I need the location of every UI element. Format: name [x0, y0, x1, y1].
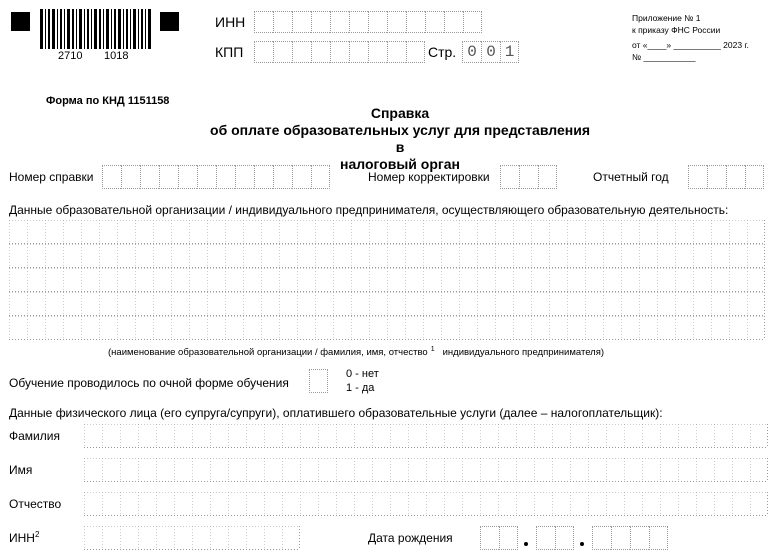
form-title-line: об оплате образовательных услуг для представления в	[210, 122, 590, 155]
appendix-block	[632, 12, 749, 63]
corner-marker-right	[160, 12, 179, 31]
name-label: Имя	[9, 463, 33, 477]
page-digit: 0	[462, 41, 481, 63]
birth-day-cells[interactable]	[480, 526, 518, 550]
header-kpp-cells[interactable]	[254, 41, 425, 63]
payer-inn-label	[9, 530, 39, 545]
fulltime-label: Обучение проводилось по очной форме обучения	[9, 376, 289, 390]
birth-date-separator	[580, 542, 584, 546]
surname-cells[interactable]	[84, 424, 768, 448]
appendix-line: к приказу ФНС России	[632, 25, 721, 35]
barcode-number-left: 2710	[58, 50, 83, 62]
header-kpp-label: КПП	[215, 44, 244, 60]
name-cells[interactable]	[84, 458, 768, 482]
barcode-number-right: 1018	[104, 50, 129, 62]
fulltime-cell[interactable]	[309, 369, 328, 393]
org-caption	[108, 346, 604, 358]
page-label: Стр.	[428, 44, 457, 60]
patronymic-cells[interactable]	[84, 492, 768, 516]
fulltime-option-yes: 1 - да	[346, 382, 375, 394]
fulltime-option-no: 0 - нет	[346, 368, 379, 380]
barcode	[40, 9, 152, 49]
surname-label: Фамилия	[9, 429, 60, 443]
birth-year-cells[interactable]	[592, 526, 668, 550]
form-title-line: налоговый орган	[340, 156, 460, 172]
correction-number-cells[interactable]	[500, 165, 557, 189]
correction-number-label: Номер корректировки	[368, 170, 490, 184]
header-inn-cells[interactable]	[254, 11, 482, 33]
header-inn-label: ИНН	[215, 14, 246, 30]
org-caption-end: индивидуального предпринимателя)	[442, 347, 605, 359]
form-title	[210, 105, 590, 173]
org-data-grid[interactable]	[9, 220, 765, 340]
appendix-line: Приложение № 1	[632, 13, 701, 23]
payer-inn-footnote: 2	[34, 530, 40, 539]
cert-number-cells[interactable]	[102, 165, 330, 189]
form-title-line: Справка	[370, 105, 430, 121]
payer-inn-cells[interactable]	[84, 526, 300, 550]
form-knd-code: Форма по КНД 1151158	[46, 95, 170, 107]
appendix-line: № ___________	[632, 52, 696, 62]
page-number-cells[interactable]	[462, 41, 519, 63]
org-caption-text: (наименование образовательной организации / фамилия, имя, отчество	[108, 347, 428, 359]
org-data-label: Данные образовательной организации / индивидуального предпринимателя, осуществляющего образовательную деятельность:	[9, 203, 729, 217]
page-digit: 0	[481, 41, 500, 63]
corner-marker-left	[11, 12, 30, 31]
reporting-year-label: Отчетный год	[593, 170, 669, 184]
birth-date-separator	[524, 542, 528, 546]
page-digit: 1	[500, 41, 519, 63]
reporting-year-cells[interactable]	[688, 165, 764, 189]
patronymic-label: Отчество	[9, 497, 62, 511]
payer-data-label: Данные физического лица (его супруга/супруги), оплатившего образовательные услуги (далее – налогоплательщик):	[9, 406, 663, 420]
appendix-line: от «____» __________ 2023 г.	[632, 40, 749, 50]
payer-inn-text: ИНН	[9, 531, 35, 545]
org-caption-footnote: 1	[430, 346, 435, 353]
birth-month-cells[interactable]	[536, 526, 574, 550]
cert-number-label: Номер справки	[9, 170, 94, 184]
birth-date-label: Дата рождения	[368, 531, 453, 545]
